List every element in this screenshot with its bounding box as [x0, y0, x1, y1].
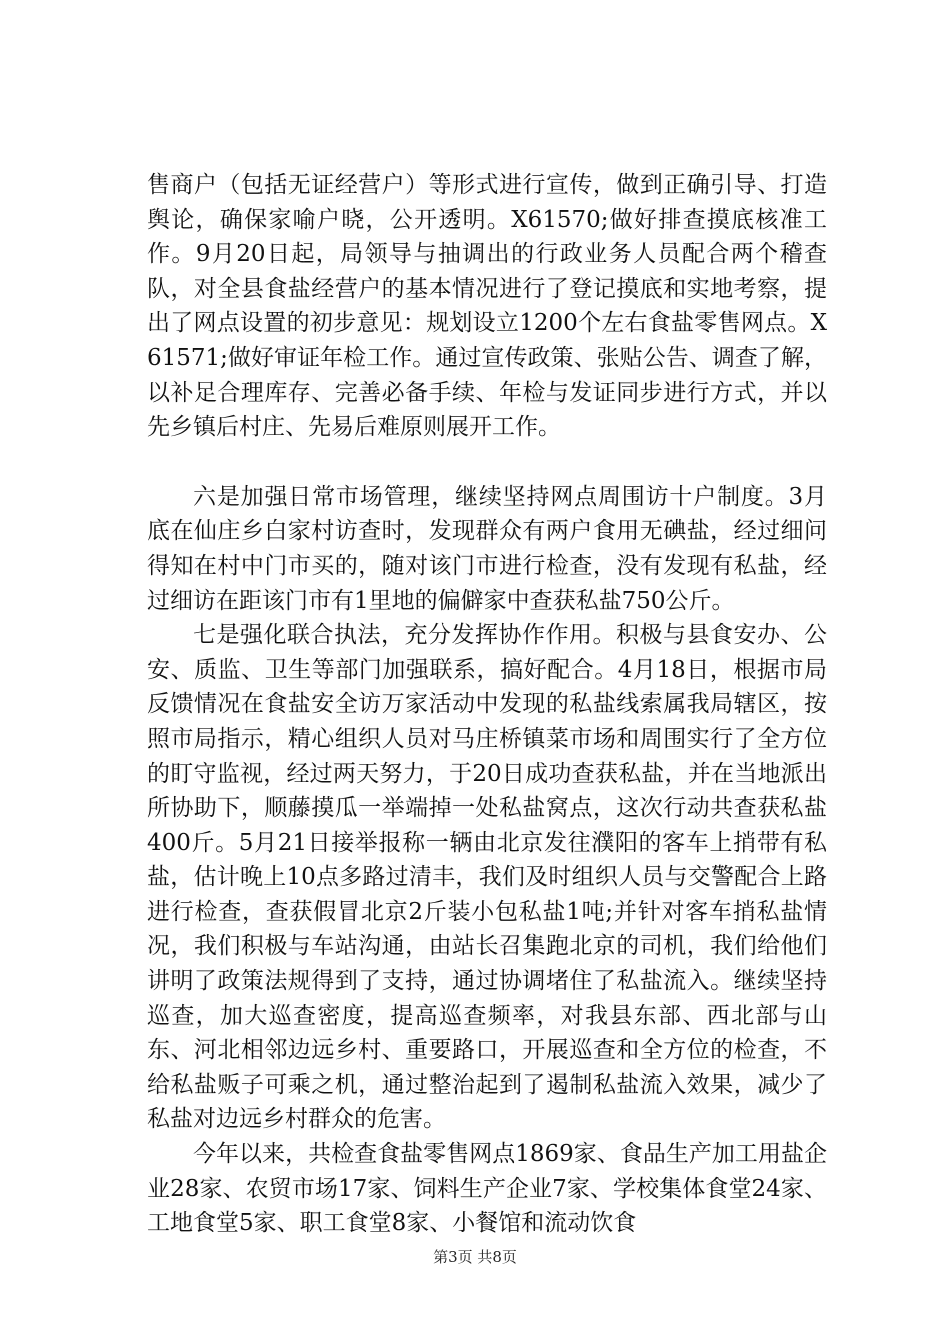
paragraph-inspection-summary: 今年以来，共检查食盐零售网点1869家、食品生产加工用盐企业28家、农贸市场17家、饲料生产企业7家、学校集体食堂24家、工地食堂5家、职工食堂8家、小餐馆和流动饮食: [147, 1141, 827, 1237]
paragraph-gap: [147, 445, 827, 480]
document-body: [147, 168, 827, 1241]
paragraph-item-seven: 七是强化联合执法，充分发挥协作作用。积极与县食安办、公安、质监、卫生等部门加强联系，搞好配合。4月18日，根据市局反馈情况在食盐安全访万家活动中发现的私盐线索属我局辖区，按照市局指示，精心组织人员对马庄桥镇菜市场和周围实行了全方位的盯守监视，经过两天努力，于20日成功查获私盐，并在当地派出所协助下，顺藤摸瓜一举端掉一处私盐窝点，这次行动共查获私盐400斤。5月21日接举报称一辆由北京发往濮阳的客车上捎带有私盐，估计晚上10点多路过清丰，我们及时组织人员与交警配合上路进行检查，查获假冒北京2斤装小包私盐1吨;并针对客车捎私盐情况，我们积极与车站沟通，由站长召集跑北京的司机，我们给他们讲明了政策法规得到了支持，通过协调堵住了私盐流入。继续坚持巡查，加大巡查密度，提高巡查频率，对我县东部、西北部与山东、河北相邻边远乡村、重要路口，开展巡查和全方位的检查，不给私盐贩子可乘之机，通过整治起到了遏制私盐流入效果，减少了私盐对边远乡村群众的危害。: [147, 622, 827, 1133]
paragraph-item-six: 六是加强日常市场管理，继续坚持网点周围访十户制度。3月底在仙庄乡白家村访查时，发现群众有两户食用无碘盐，经过细问得知在村中门市买的，随对该门市进行检查，没有发现有私盐，经过细访在距该门市有1里地的偏僻家中查获私盐750公斤。: [147, 483, 827, 614]
page-footer: 第3页 共8页: [433, 1248, 517, 1266]
paragraph-continuation: 售商户（包括无证经营户）等形式进行宣传，做到正确引导、打造舆论，确保家喻户晓，公开透明。X61570;做好排查摸底核准工作。9月20日起，局领导与抽调出的行政业务人员配合两个稽查队，对全县食盐经营户的基本情况进行了登记摸底和实地考察，提出了网点设置的初步意见：规划设立1200个左右食盐零售网点。X61571;做好审证年检工作。通过宣传政策、张贴公告、调查了解，以补足合理库存、完善必备手续、年检与发证同步进行方式，并以先乡镇后村庄、先易后难原则展开工作。: [147, 172, 827, 441]
